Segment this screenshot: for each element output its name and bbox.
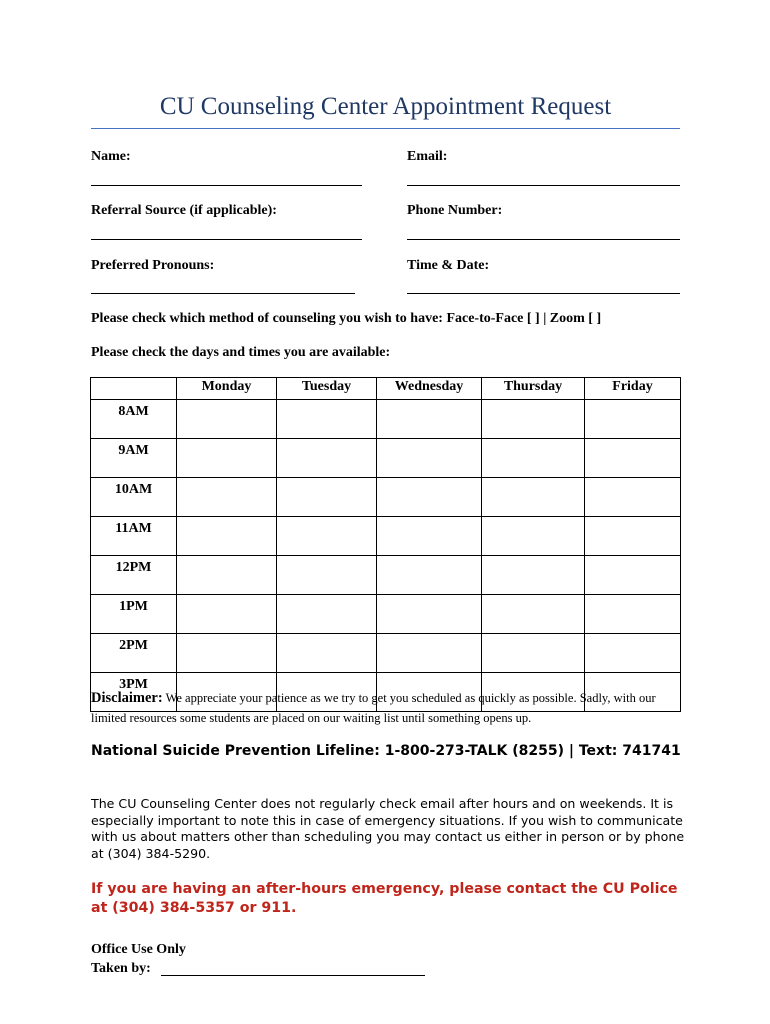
method-question: Please check which method of counseling you wish to have: Face-to-Face [ ] | Zoom [ ] [91,311,602,326]
table-row [91,400,681,439]
title-divider [91,128,680,129]
slot-cell[interactable] [585,400,681,439]
slot-cell[interactable] [585,595,681,634]
table-row [91,517,681,556]
time-label-10am: 10AM [91,478,177,517]
day-header-thursday: Thursday [482,378,585,400]
taken-by-field[interactable] [161,975,425,976]
table-row [91,634,681,673]
day-header-wednesday: Wednesday [377,378,482,400]
time-label-2pm: 2PM [91,634,177,673]
time-label-1pm: 1PM [91,595,177,634]
slot-cell[interactable] [482,478,585,517]
table-row [91,439,681,478]
time-label-11am: 11AM [91,517,177,556]
slot-cell[interactable] [277,478,377,517]
time-label-9am: 9AM [91,439,177,478]
time-label-12pm: 12PM [91,556,177,595]
day-header-friday: Friday [585,378,681,400]
table-header-row [91,378,681,400]
office-use-heading: Office Use Only [91,942,186,957]
slot-cell[interactable] [177,478,277,517]
slot-cell[interactable] [277,595,377,634]
slot-cell[interactable] [177,400,277,439]
slot-cell[interactable] [177,517,277,556]
slot-cell[interactable] [585,439,681,478]
day-header-monday: Monday [177,378,277,400]
slot-cell[interactable] [177,595,277,634]
slot-cell[interactable] [585,517,681,556]
slot-cell[interactable] [177,634,277,673]
taken-by-label: Taken by: [91,961,151,976]
slot-cell[interactable] [177,556,277,595]
header-corner-cell [91,378,177,400]
slot-cell[interactable] [482,517,585,556]
slot-cell[interactable] [585,478,681,517]
slot-cell[interactable] [277,556,377,595]
pronouns-field[interactable] [91,293,355,294]
disclaimer-text [91,688,691,728]
slot-cell[interactable] [482,595,585,634]
slot-cell[interactable] [585,556,681,595]
time-date-label: Time & Date: [407,258,490,273]
slot-cell[interactable] [277,517,377,556]
slot-cell[interactable] [377,634,482,673]
days-question: Please check the days and times you are available: [91,345,391,360]
availability-table [90,377,681,712]
after-hours-notice: The CU Counseling Center does not regularly check email after hours and on weekends. It is especially important to note this in case of emergency situations. If you wish to communicate with us about matters other than scheduling you may contact us either in person or by phone at (304) 384-5290. [91,796,685,861]
slot-cell[interactable] [377,400,482,439]
referral-label: Referral Source (if applicable): [91,203,277,218]
email-label: Email: [407,149,448,164]
email-field[interactable] [407,185,680,186]
slot-cell[interactable] [377,517,482,556]
time-label-3pm: 3PM [91,673,177,712]
slot-cell[interactable] [277,400,377,439]
lifeline-heading: National Suicide Prevention Lifeline: 1-800-273-TALK (8255) | Text: 741741 [91,743,681,759]
slot-cell[interactable] [482,400,585,439]
slot-cell[interactable] [482,439,585,478]
table-row [91,595,681,634]
phone-field[interactable] [407,239,680,240]
time-label-8am: 8AM [91,400,177,439]
time-date-field[interactable] [407,293,680,294]
table-row [91,556,681,595]
slot-cell[interactable] [482,634,585,673]
day-header-tuesday: Tuesday [277,378,377,400]
slot-cell[interactable] [377,595,482,634]
slot-cell[interactable] [377,556,482,595]
slot-cell[interactable] [177,439,277,478]
table-row [91,478,681,517]
disclaimer-body: We appreciate your patience as we try to get you scheduled as quickly as possible. Sadly, with our limited resources some students are placed on our waiting list until something opens up. [91,691,656,725]
name-field[interactable] [91,185,362,186]
phone-label: Phone Number: [407,203,503,218]
slot-cell[interactable] [585,634,681,673]
slot-cell[interactable] [277,634,377,673]
slot-cell[interactable] [377,478,482,517]
slot-cell[interactable] [277,439,377,478]
referral-field[interactable] [91,239,362,240]
slot-cell[interactable] [377,439,482,478]
page-title: CU Counseling Center Appointment Request [159,93,612,120]
emergency-notice: If you are having an after-hours emergency, please contact the CU Police at (304) 384-5357 or 911. [91,881,678,916]
slot-cell[interactable] [482,556,585,595]
disclaimer-label: Disclaimer: [91,690,163,706]
pronouns-label: Preferred Pronouns: [91,258,215,273]
name-label: Name: [91,149,131,164]
